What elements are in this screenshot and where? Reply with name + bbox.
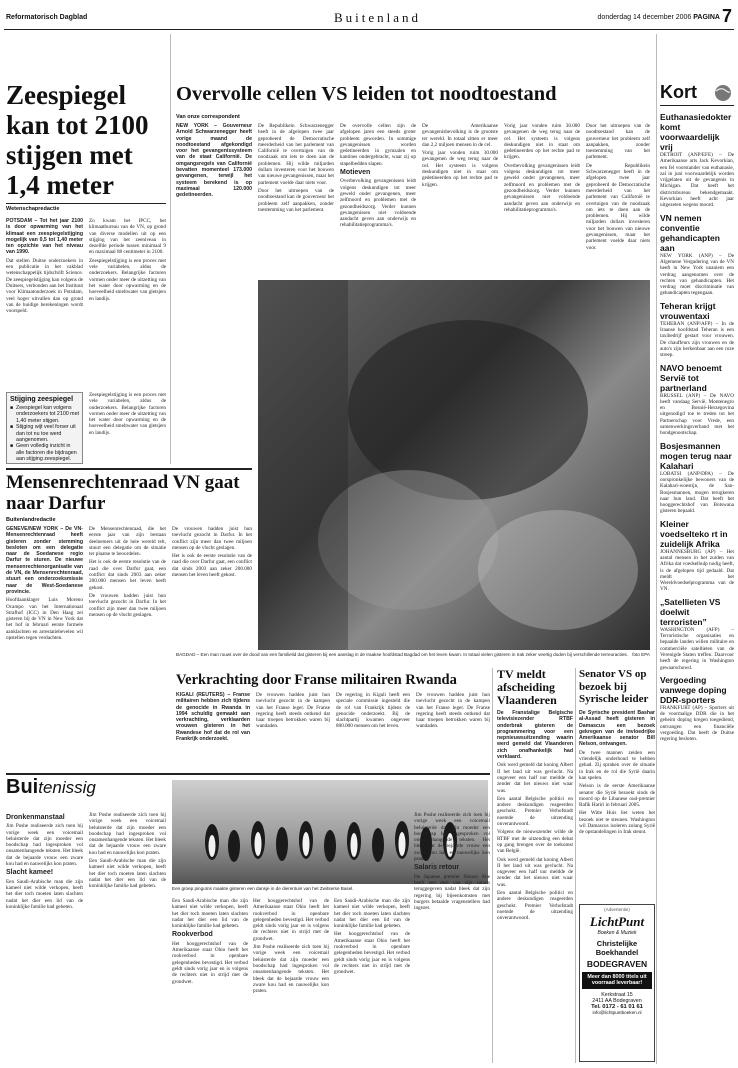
- ad-postal: 2411 AA Bodegraven: [592, 997, 642, 1004]
- kort-list: [660, 108, 734, 1063]
- article-cellen-title: Overvolle cellen VS leiden tot noodtoestand: [176, 83, 557, 105]
- article-zeespiegel-col1: [6, 218, 83, 390]
- page-header: [4, 8, 734, 30]
- article-syrie-title: Senator VS op bezoek bij Syrische leider: [579, 668, 649, 705]
- ad-address: Kerkstraat 15: [601, 991, 633, 998]
- article-vlaanderen-para: Ook werd gemeld dat koning Albert II het land uit was gevlucht. Na ongeveer een half uur meldde de zender dat het nieuws niet waar was.: [497, 762, 573, 794]
- article-cellen-para: Vorig jaar vonden ruim 30.000 gevangenen de weg terug naar de cel. Het systeem is volgens deskundigen niet in staat om gedetineerden op het rechte pad te krijgen.: [422, 150, 498, 188]
- kort-text: JOHANNESBURG (AP) – Het aantal mensen in het zuiden van Afrika dat voedselhulp nodig heeft, is de afgelopen tijd gedaald. Dat meldt het Wereldvoedselprogramma van de VN.: [660, 548, 734, 593]
- article-darfur-col2: [89, 526, 166, 771]
- buitenissig-col6: [414, 812, 490, 1062]
- article-cellen-subhead: Motieven: [340, 169, 371, 177]
- article-syrie-col: [579, 710, 655, 902]
- divider: [6, 773, 490, 775]
- buitenissig-text: Jim Poshe realiseerde zich toen hij vorige week een voicemail beluisterde dat zijn moeder een boodschap had ingesproken vol onsamenhangende teksten. Het bleek dat de bejaarde vrouw een zware kou had en nauwelijks kon praten.: [6, 823, 83, 868]
- article-zeespiegel-para: Zeespiegelstijging is een proces met vele variabelen, aldus de onderzoekers. Belangrijke factoren vormen onder meer de uitzetting van het water door opwarming en de hoeveelheid smeltwater van gletsjers en landijs.: [89, 392, 166, 436]
- article-cellen-col2: [258, 123, 334, 278]
- article-darfur-para: Het is ook de eerste resolutie van de raad die over Darfur gaat, een conflict dat sinds 2003 aan zeker 200.000 mensen het leven heeft gekost.: [172, 553, 252, 579]
- article-zeespiegel-para: Dat stellen Duitse onderzoekers in een publicatie in het vakblad wetenschappelijk tijdschrift Science. De zeespiegelstijging kan volgens de Duitsers, verbonden aan het Instituut voor Klimaatonderzoek in Potsdam, veel hoger uitvallen dan op grond van de huidige berekeningen wordt voorspeld.: [6, 257, 83, 315]
- buitenissig-text: Jim Poshe realiseerde zich toen hij vorige week een voicemail beluisterde dat zijn moeder een boodschap had ingesproken vol onsamenhangende teksten. Het bleek dat de bejaarde vrouw een zware kou had en nauwelijks kon praten.: [253, 944, 329, 995]
- kort-text: TEHERAN (ANP/AFP) – In de Iraanse hoofdstad Teheran is een taxibedrijf gestart voor vrouwen. De chauffeurs zijn vrouwen en de auto's zijn herkenbaar aan een roze streep.: [660, 320, 734, 359]
- article-rwanda-col4: [416, 692, 490, 770]
- article-cellen-para: Overbevolking gevangenissen leidt volgens deskundigen tot meer geweld onder gevangenen, meer zelfmoord en problemen met de gezondheidszorg. Verder kunnen gevangenissen niet voldoende aandacht geven aan onderwijs en rehabilitatieprogramma's.: [340, 178, 416, 229]
- article-zeespiegel-col2: [89, 218, 166, 390]
- article-cellen-para: Overbevolking gevangenissen leidt volgens deskundigen tot meer geweld onder gevangenen, meer zelfmoord en problemen met de gezondheidszorg. Verder kunnen gevangenissen niet voldoende aandacht geven aan onderwijs en rehabilitatieprogramma's.: [504, 162, 580, 213]
- article-cellen-para: Door het uitroepen van de noodtoestand kan de gouverneur het probleem zelf aanpakken, zonder toestemming van het parlement.: [258, 187, 334, 213]
- article-zeespiegel-col2b: [89, 392, 166, 464]
- paper-name: Reformatorisch Dagblad: [6, 14, 88, 21]
- kort-text: NEW YORK (ANP) – De Algemene Vergadering van de VN heeft in New York unaniem een verdrag aangenomen over de rechten van gehandicapten. Het verdrag moet discriminatie van gehandicapten tegengaan.: [660, 252, 734, 297]
- buitenissig-subhead: Dronkenmanstaal: [6, 814, 65, 821]
- article-cellen-para: Vorig jaar vonden ruim 30.000 gevangenen de weg terug naar de cel. Het systeem is volgens deskundigen niet in staat om gedetineerden op het rechte pad te krijgen.: [504, 123, 580, 161]
- page-number: 7: [721, 6, 732, 26]
- article-cellen-lede: NEW YORK – Gouverneur Arnold Schwarzenegger heeft vorige maand de noodtoestand afgekondigd voor het gevangenissysteem van de staat Californië. De omgangsregels van Californië bevatten momenteel 173.000 gevangenen, terwijl het systeem berekend is op maximaal 120.000 gedetineerden.: [176, 123, 252, 199]
- article-cellen-para: De Republikein Schwarzenegger heeft in de afgelopen twee jaar geprobeerd de Democratische meerderheid van het parlement van Californië te overtuigen van de noodzaak om iets te doen aan de problemen. Hij wilde miljarden dollars investeren voor het bouwen van nieuwe gevangenissen, maar het parlement voelde daar niets voor.: [586, 162, 650, 251]
- article-vlaanderen-para: Ook werd gemeld dat koning Albert II het land uit was gevlucht. Na ongeveer een half uur meldde de zender dat het nieuws niet waar was.: [497, 856, 573, 888]
- buitenissig-text: Jim Poshe realiseerde zich toen hij vorige week een voicemail beluisterde dat zijn moeder een boodschap had ingesproken vol onsamenhangende teksten. Het bleek dat de bejaarde vrouw een zware kou had en nauwelijks kon praten.: [414, 812, 490, 863]
- photo-credit: foto EPA: [632, 652, 650, 657]
- factbox-list: [10, 405, 79, 463]
- kort-headline: Teheran krijgt vrouwentaxi: [660, 300, 716, 321]
- buitenissig-text: Een Saudi-Arabische man die zijn kameel niet wilde verkopen, heeft het dier toch moeten laten slachten nadat het dier een lid van de koninklijke familie had gebeten.: [89, 858, 166, 890]
- article-darfur-lede: GENEVE/NEW YORK – De VN-Mensenrechtenraad heeft gisteren zonder stemming besloten om een delegatie naar de Soedanese regio Darfur te sturen. De nieuwe mensenrechtenorganisatie van de VN, de Mensenrechtenraad, stuurt een onderzoeksmissie naar de West-Soedanese provincie.: [6, 526, 83, 595]
- article-vlaanderen-para: Volgens de nieuwszender wilde de RTBF met de uitzending een debat op gang brengen over de toekomst van België.: [497, 829, 573, 855]
- kort-text: FRANKFURT (AP) – Sporters uit de voormalige DDR die in het geheim doping kregen toegediend, ontvangen een financiële vergoeding. Dat heeft de Duitse regering besloten.: [660, 704, 734, 743]
- buitenissig-title-rest: tenissig: [38, 778, 96, 797]
- article-zeespiegel: [6, 80, 166, 212]
- factbox: [6, 392, 83, 464]
- buitenissig-subhead: Salaris retour: [414, 864, 460, 872]
- news-photo-bagdad: [258, 280, 650, 650]
- article-darfur-para: Hoofdaanklager Luis Moreno Ocampo van het Internationaal Strafhof (ICC) in Den Haag zei gisteren bij de VN in New York dat het hof in februari eerste formele aanklachten en arrestatiebevelen wil opstellen tegen verdachten.: [6, 597, 83, 642]
- page-date-wrap: [598, 14, 720, 21]
- buitenissig-col3: [172, 898, 248, 1062]
- article-cellen-col4: [422, 123, 498, 278]
- kort-title: Kort: [660, 82, 697, 102]
- buitenissig-col5: [334, 898, 410, 1062]
- article-vlaanderen-col: [497, 710, 573, 1062]
- ad-stock: Meer dan 8000 titels uit voorraad leverbaar!: [582, 972, 652, 989]
- article-zeespiegel-title: Zeespiegel kan tot 2100 stijgen met 1,4 meter: [6, 80, 149, 200]
- ad-city: BODEGRAVEN: [586, 959, 648, 969]
- buitenissig-title: [6, 776, 96, 799]
- column-divider: [170, 34, 171, 464]
- buitenissig-subhead: Slacht kamee!: [6, 869, 54, 877]
- buitenissig-text: De Japanse premier Shinzo Abe heeft een deel van zijn salaris teruggegeven nadat bleek dat zijn regering bij bijeenkomsten met burgers betaalde vragenstellers had ingezet.: [414, 873, 490, 912]
- buitenissig-text: Het hooggerechtshof van de Amerikaanse staat Ohio heeft het rookverbod in openbare gelegenheden bevestigd. Het verbod geldt sinds vorig jaar en is volgens de rechters niet in strijd met de grondwet.: [253, 898, 329, 942]
- globe-icon: [712, 84, 734, 102]
- buitenissig-col2: [89, 812, 166, 1062]
- buitenissig-text: Een Saudi-Arabische man die zijn kameel niet wilde verkopen, heeft het dier toch moeten laten slachten nadat het dier een lid van de koninklijke familie had gebeten.: [334, 898, 410, 930]
- ad-shop-name[interactable]: LichtPunt: [589, 914, 645, 929]
- factbox-item: ■ Geen volledig inzicht in alle factoren die bijdragen aan stijging zeespiegel.: [10, 443, 79, 462]
- buitenissig-text: Jim Poshe realiseerde zich toen hij vorige week een voicemail beluisterde dat zijn moeder een boodschap had ingesproken vol onsamenhangende teksten. Het bleek dat de bejaarde vrouw een zware kou had en nauwelijks kon praten.: [89, 812, 166, 856]
- photo-caption: BAGDAD – Een man rouwt over de dood van een familielid dat gisteren bij een aanslag in de Iraakse hoofdstad Bagdad om het leven kwam. In totaal vielen gisteren in Irak zeker veertig doden bij verschillende terreuracties.: [176, 652, 628, 657]
- column-divider: [575, 668, 576, 1063]
- photo-caption-penguins: Een groep pinguïns maakte gisteren een dansje in de dierentuin van het Zwitserse Basel.: [172, 886, 354, 891]
- divider: [6, 468, 252, 470]
- column-divider: [492, 668, 493, 1063]
- ad-email[interactable]: info@lichtpuntboeken.nl: [592, 1009, 642, 1015]
- ad-label: (Advertentie): [604, 907, 630, 912]
- article-darfur-para: De vrouwen hadden juist hun toevlucht gezocht in Darfur. In het conflict zijn meer dan twee miljoen mensen op de vlucht geslagen.: [89, 592, 166, 618]
- article-darfur-col1: [6, 526, 83, 771]
- article-rwanda-lede: KIGALI (REUTERS) – Franse militairen hebben zich tijdens de genocide in Rwanda in 1994 schuldig gemaakt aan verkrachting, verklaarden vrouwen gisteren in het Rwandese hof dat de rol van Frankrijk onderzoekt.: [176, 692, 250, 743]
- page-date: donderdag 14 december 2006: [597, 14, 692, 21]
- article-cellen-col5: [504, 123, 580, 278]
- article-syrie-para: Nelson is de eerste Amerikaanse senator die Syrië bezoekt sinds de moord op de Libanese oud-premier Rafik Hariri in februari 2005.: [579, 783, 655, 809]
- page-label: PAGINA: [693, 14, 720, 21]
- buitenissig-text: Een Saudi-Arabische man die zijn kameel niet wilde verkopen, heeft het dier toch moeten laten slachten nadat het dier een lid van de koninklijke familie had gebeten.: [6, 878, 83, 910]
- column-divider: [656, 34, 657, 1064]
- factbox-item: ■ Zeespiegel kan volgens onderzoekers tot 2100 met 1,40 meter stijgen.: [10, 405, 79, 424]
- advertisement: [579, 904, 655, 1062]
- kort-text: BRUSSEL (ANP) – De NAVO heeft vandaag Servië, Montenegro en Bosnië-Herzegovina uitgenodigd toe te treden tot het Partnerschap voor Vrede, een samenwerkingsverband met het bondgenootschap.: [660, 392, 734, 437]
- article-vlaanderen-para: Een aantal Belgische politici en andere deskundigen reageerden geschokt. Premier Verhofstadt noemde de uitzending onverantwoord.: [497, 795, 573, 828]
- article-darfur-byline: Buitenlandredactie: [6, 517, 56, 523]
- ad-phone: Tel. 0172 - 61 01 61: [591, 1003, 643, 1010]
- article-rwanda-para: De vrouwen hadden juist hun toevlucht gezocht in de kampen van het Franse leger. De Franse regering heeft steeds ontkend dat haar troepen betrokken waren bij wandaden.: [416, 692, 490, 730]
- kort-headline: Euthanasiedokter komt voorwaardelijk vrij: [660, 112, 732, 152]
- article-rwanda-col3: [336, 692, 410, 770]
- article-darfur-para: De Mensenrechtenraad, die het eerste jaar van zijn bestaan deelnemers uit de hele wereld telt, stuurt een delegatie om de situatie ter plaatse te beoordelen.: [89, 526, 166, 558]
- kort-headline: Kleiner voedselteko rt in zuidelijk Afrika: [660, 518, 728, 549]
- article-syrie-para: De twee mannen zeiden een vriendelijk onderhoud te hebben gehad. Zij spraken over de situatie in Irak en de rol die Syrië daarin kan spelen.: [579, 749, 655, 781]
- article-syrie-lede: De Syrische president Bashar al-Assad heeft gisteren in Damascus een bezoek gekregen van de invloedrijke Amerikaanse senator Bill Nelson, ontvangen.: [579, 710, 655, 748]
- buitenissig-col4: [253, 898, 329, 1062]
- factbox-item: ■ Stijging wijt veel forser uit dan tot nu toe werd aangenomen.: [10, 424, 79, 443]
- buitenissig-text: Het hooggerechtshof van de Amerikaanse staat Ohio heeft het rookverbod in openbare gelegenheden bevestigd. Het verbod geldt sinds vorig jaar en is volgens de rechters niet in strijd met de grondwet.: [172, 940, 248, 985]
- article-zeespiegel-byline: Wetenschapredactie: [6, 206, 60, 212]
- article-zeespiegel-lede: POTSDAM – Tot het jaar 2100 is door opwarming van het klimaat een zeespiegelstijging mogelijk van 0,5 tot 1,40 meter ten opzichte van het niveau van 1990.: [6, 218, 83, 256]
- article-rwanda-para: De vrouwen hadden juist hun toevlucht gezocht in de kampen van het Franse leger. De Franse regering heeft steeds ontkend dat haar troepen betrokken waren bij wandaden.: [256, 692, 330, 730]
- photo-illustration: [258, 280, 650, 650]
- article-rwanda-para: De regering in Kigali heeft een speciale commissie ingesteld die de rol van Frankrijk tijdens de genocide onderzoekt. Bij de slachtpartij kwamen ongeveer 800.000 mensen om het leven.: [336, 692, 410, 730]
- kort-header: [660, 82, 734, 106]
- article-rwanda-col2: [256, 692, 330, 770]
- kort-text: WASHINGTON (AFP) – Terroristische organisaties en bepaalde landen willen militaire en commerciële satellieten van de Verenigde Staten treffen. Daarvoor heeft de regering in Washington gewaarschuwd.: [660, 626, 734, 671]
- ad-line2: Boekhandel: [595, 948, 639, 957]
- buitenissig-col1: [6, 812, 83, 1062]
- article-zeespiegel-para: Zeespiegelstijging is een proces met vele variabelen, aldus de onderzoekers. Belangrijke factoren vormen onder meer de uitzetting van het water door opwarming en de hoeveelheid smeltwater van gletsjers en landijs.: [89, 257, 166, 302]
- kort-text: DETROIT (ANP/EFE) – De Amerikaanse arts Jack Kevorkian, een fel voorstander van euthanasie, zal in juni voorwaardelijk worden vrijgelaten uit de gevangenis in Michigan. Dat heeft het districtsbureau bekendgemaakt. Kevorkian heeft acht jaar uitgezeten wegens moord.: [660, 152, 734, 209]
- divider: [6, 203, 166, 204]
- article-cellen-para: De Amerikaanse gevangenisbevolking is de grootste ter wereld. In totaal zitten er meer dan 2,2 miljoen mensen in de cel.: [422, 123, 498, 148]
- kort-headline: Bosjesmannen mogen terug naar Kalahari: [660, 440, 732, 471]
- article-cellen-para: De overvolle cellen zijn de afgelopen jaren een steeds groter probleem geworden. In sommige gevangenissen worden gedetineerden in gymzalen en kantines ondergebracht, waar zij op stapelbedden slapen.: [340, 123, 416, 167]
- photo-caption-bagdad: [176, 652, 650, 667]
- ad-shop-sub: Boeken & Muziek: [597, 930, 637, 936]
- ad-line1: Christelijke: [596, 939, 638, 948]
- article-darfur-col3: [172, 526, 252, 648]
- factbox-title: Stijging zeespiegel: [10, 396, 74, 403]
- article-cellen-col1: [176, 123, 252, 278]
- article-cellen-col6: [586, 123, 650, 278]
- buitenissig-subhead: Rookverbod: [172, 931, 213, 939]
- article-rwanda-col1: [176, 692, 250, 770]
- article-darfur-title: Mensenrechtenraad VN gaat naar Darfur: [6, 472, 240, 514]
- buitenissig-title-bold: Bui: [6, 776, 39, 798]
- article-rwanda-title: Verkrachting door Franse militairen Rwanda: [176, 672, 457, 688]
- kort-headline: NAVO benoemt Servië tot partnerland: [660, 362, 722, 393]
- article-vlaanderen-para: Een aantal Belgische politici en andere deskundigen reageerden geschokt. Premier Verhofstadt noemde de uitzending onverantwoord.: [497, 890, 573, 922]
- kort-headline: „Satellieten VS doelwit terroristen”: [660, 596, 721, 627]
- article-cellen-col3: [340, 123, 416, 278]
- article-vlaanderen-lede: De Franstalige Belgische televisiezender RTBF onderbrak gisteren de programmering voor een nepnieuwsuitzending waarin werd gemeld dat Vlaanderen zich onafhankelijk had verklaard.: [497, 710, 573, 761]
- kort-text: LOBATSI (ANP/DPA) – De oorspronkelijke bewoners van de Kalahari-woestijn, de San-Bosjesmannen, mogen terugkeren naar hun land. Dat heeft het hooggerechtshof van Botswana gisteren bepaald.: [660, 470, 734, 515]
- article-cellen-para: Door het uitroepen van de noodtoestand kan de gouverneur het probleem zelf aanpakken, zonder toestemming van het parlement.: [586, 123, 650, 161]
- buitenissig-text: Een Saudi-Arabische man die zijn kameel niet wilde verkopen, heeft het dier toch moeten laten slachten nadat het dier een lid van de koninklijke familie had gebeten.: [172, 898, 248, 930]
- article-cellen-byline: Van onze correspondent: [176, 114, 240, 120]
- article-cellen-para: De Republikein Schwarzenegger heeft in de afgelopen twee jaar geprobeerd de Democratische meerderheid van het parlement van Californië te overtuigen van de noodzaak om iets te doen aan de problemen. Hij wilde miljarden dollars investeren voor het bouwen van nieuwe gevangenissen, maar het parlement voelde daar niets voor.: [258, 123, 334, 186]
- buitenissig-text: Het hooggerechtshof van de Amerikaanse staat Ohio heeft het rookverbod in openbare gelegenheden bevestigd. Het verbod geldt sinds vorig jaar en is volgens de rechters niet in strijd met de grondwet.: [334, 931, 410, 976]
- article-darfur-para: Het is ook de eerste resolutie van de raad die over Darfur gaat, een conflict dat sinds 2003 aan zeker 200.000 mensen het leven heeft gekost.: [89, 559, 166, 591]
- article-vlaanderen-title: TV meldt afscheiding Vlaanderen: [497, 667, 557, 707]
- article-syrie-para: Het Witte Huis liet weten het bezoek niet te steunen. Washington wil Damascus isoleren zolang Syrië de opstandelingen in Irak steunt.: [579, 810, 655, 836]
- section-name: Buitenland: [334, 10, 422, 25]
- article-darfur-para: De vrouwen hadden juist hun toevlucht gezocht in Darfur. In het conflict zijn meer dan twee miljoen mensen op de vlucht geslagen.: [172, 526, 252, 551]
- kort-headline: VN nemen conventie gehandicapten aan: [660, 212, 720, 253]
- kort-headline: Vergoeding vanwege doping DDR-sporters: [660, 674, 727, 705]
- article-zeespiegel-para: Zo kwam het IPCC, het klimaatbureau van de VN, op grond van diverse modellen uit op een stijging van het zeeniveau in dezelfde periode tussen minimaal 9 en maximaal 88 centimeter in 2100.: [89, 218, 166, 256]
